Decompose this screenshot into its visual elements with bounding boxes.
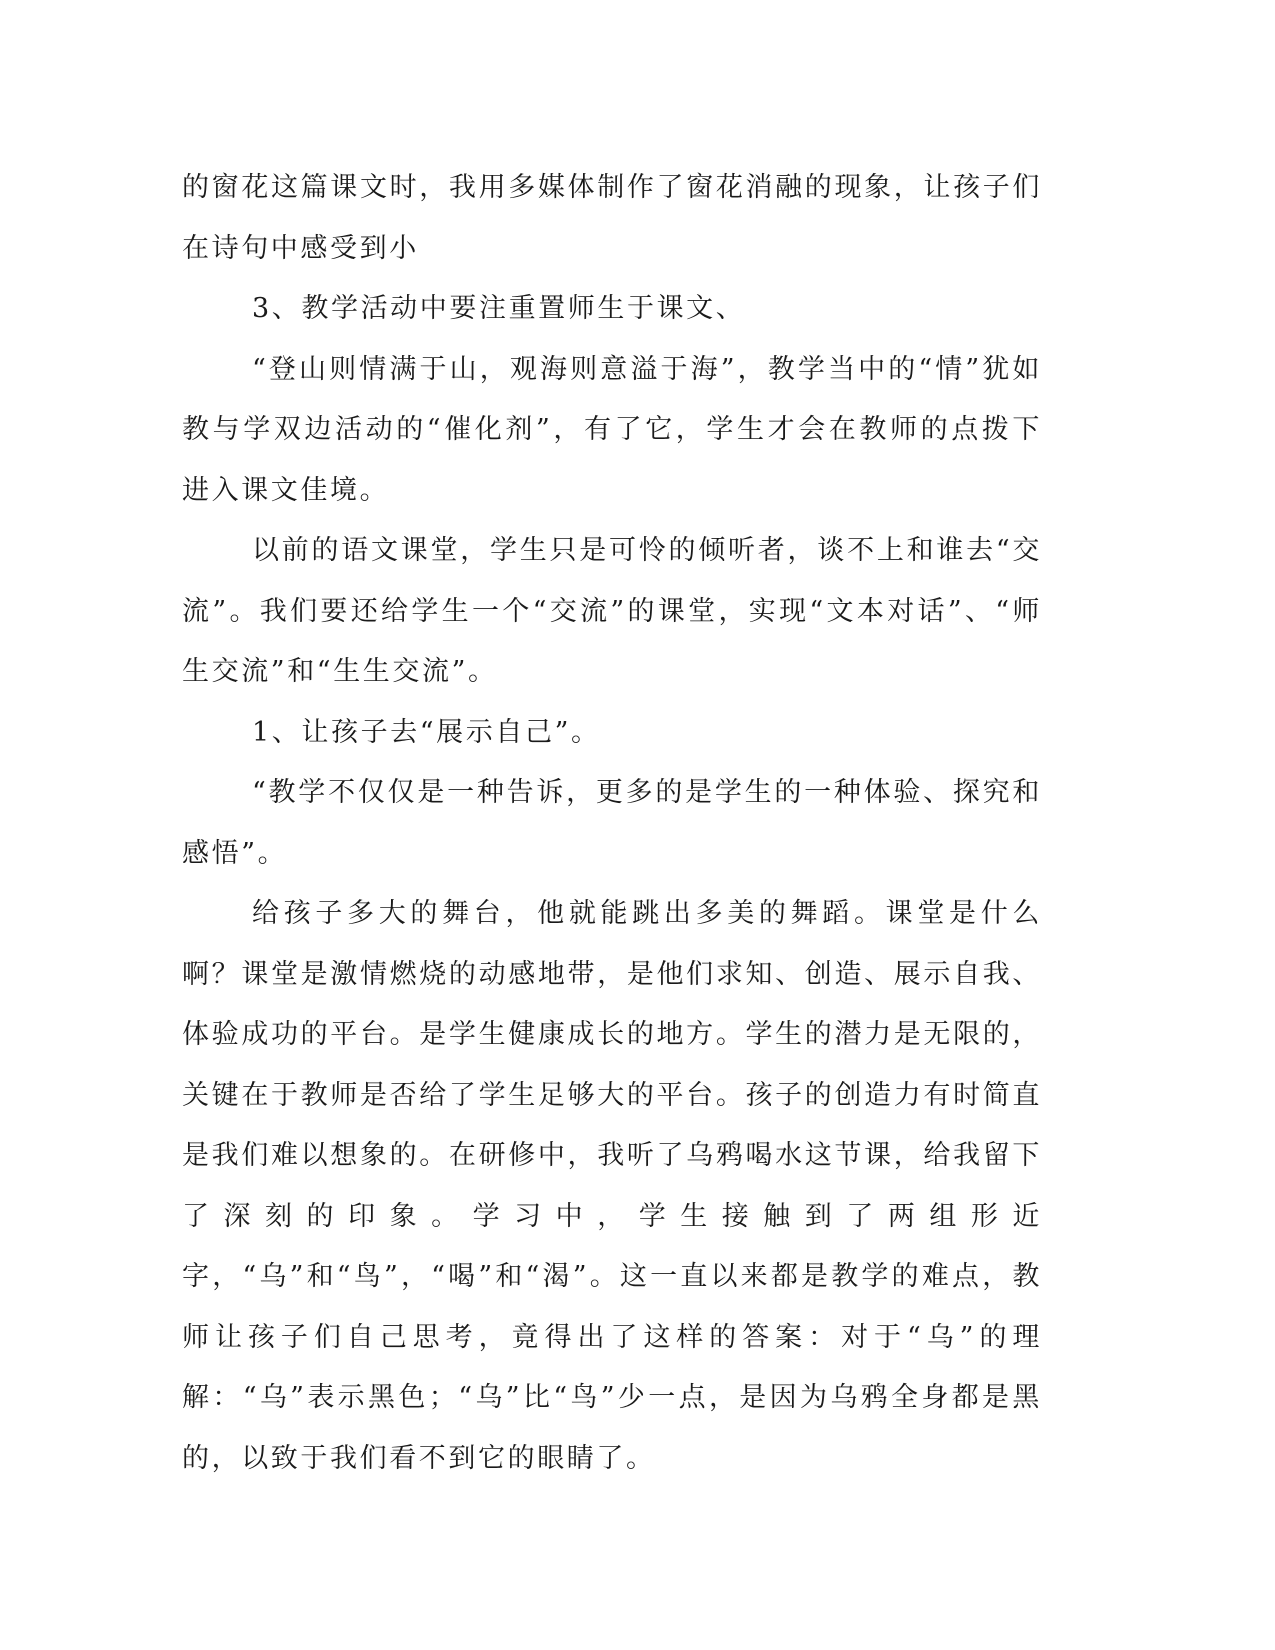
paragraph-5: 1、让孩子去“展示自己”。 [252, 716, 601, 748]
paragraph-6: “教学不仅仅是一种告诉，更多的是学生的一种体验、探究和感悟”。 [182, 777, 1042, 869]
paragraph-2: 3、教学活动中要注重置师生于课文、 [252, 293, 746, 324]
paragraph-1: 的窗花这篇课文时，我用多媒体制作了窗花消融的现象，让孩子们在诗句中感受到小 [182, 172, 1042, 264]
paragraph-3: “登山则情满于山，观海则意溢于海”，教学当中的“情”犹如教与学双边活动的“催化剂”，有了它，学生才会在教师的点拨下进入课文佳境。 [182, 353, 1042, 506]
paragraph-7: 给孩子多大的舞台，他就能跳出多美的舞蹈。课堂是什么啊？课堂是激情燃烧的动感地带，是他们求知、创造、展示自我、体验成功的平台。是学生健康成长的地方。学生的潜力是无限的，关键在于教师是否给了学生足够大的平台。孩子的创造力有时简直是我们难以想象的。在研修中，我听了乌鸦喝水这节课，给我留下了深刻的印象。学习中，学生接触到了两组形近字，“乌”和“鸟”，“喝”和“渴”。这一直以来都是教学的难点，教师让孩子们自己思考，竟得出了这样的答案：对于“乌”的理解：“乌”表示黑色；“乌”比“鸟”少一点，是因为乌鸦全身都是黑的，以致于我们看不到它的眼睛了。 [182, 898, 1042, 1474]
paragraph-4: 以前的语文课堂，学生只是可怜的倾听者，谈不上和谁去“交流”。我们要还给学生一个“交流”的课堂，实现“文本对话”、“师生交流”和“生生交流”。 [182, 535, 1042, 687]
document-body [182, 158, 1042, 1489]
